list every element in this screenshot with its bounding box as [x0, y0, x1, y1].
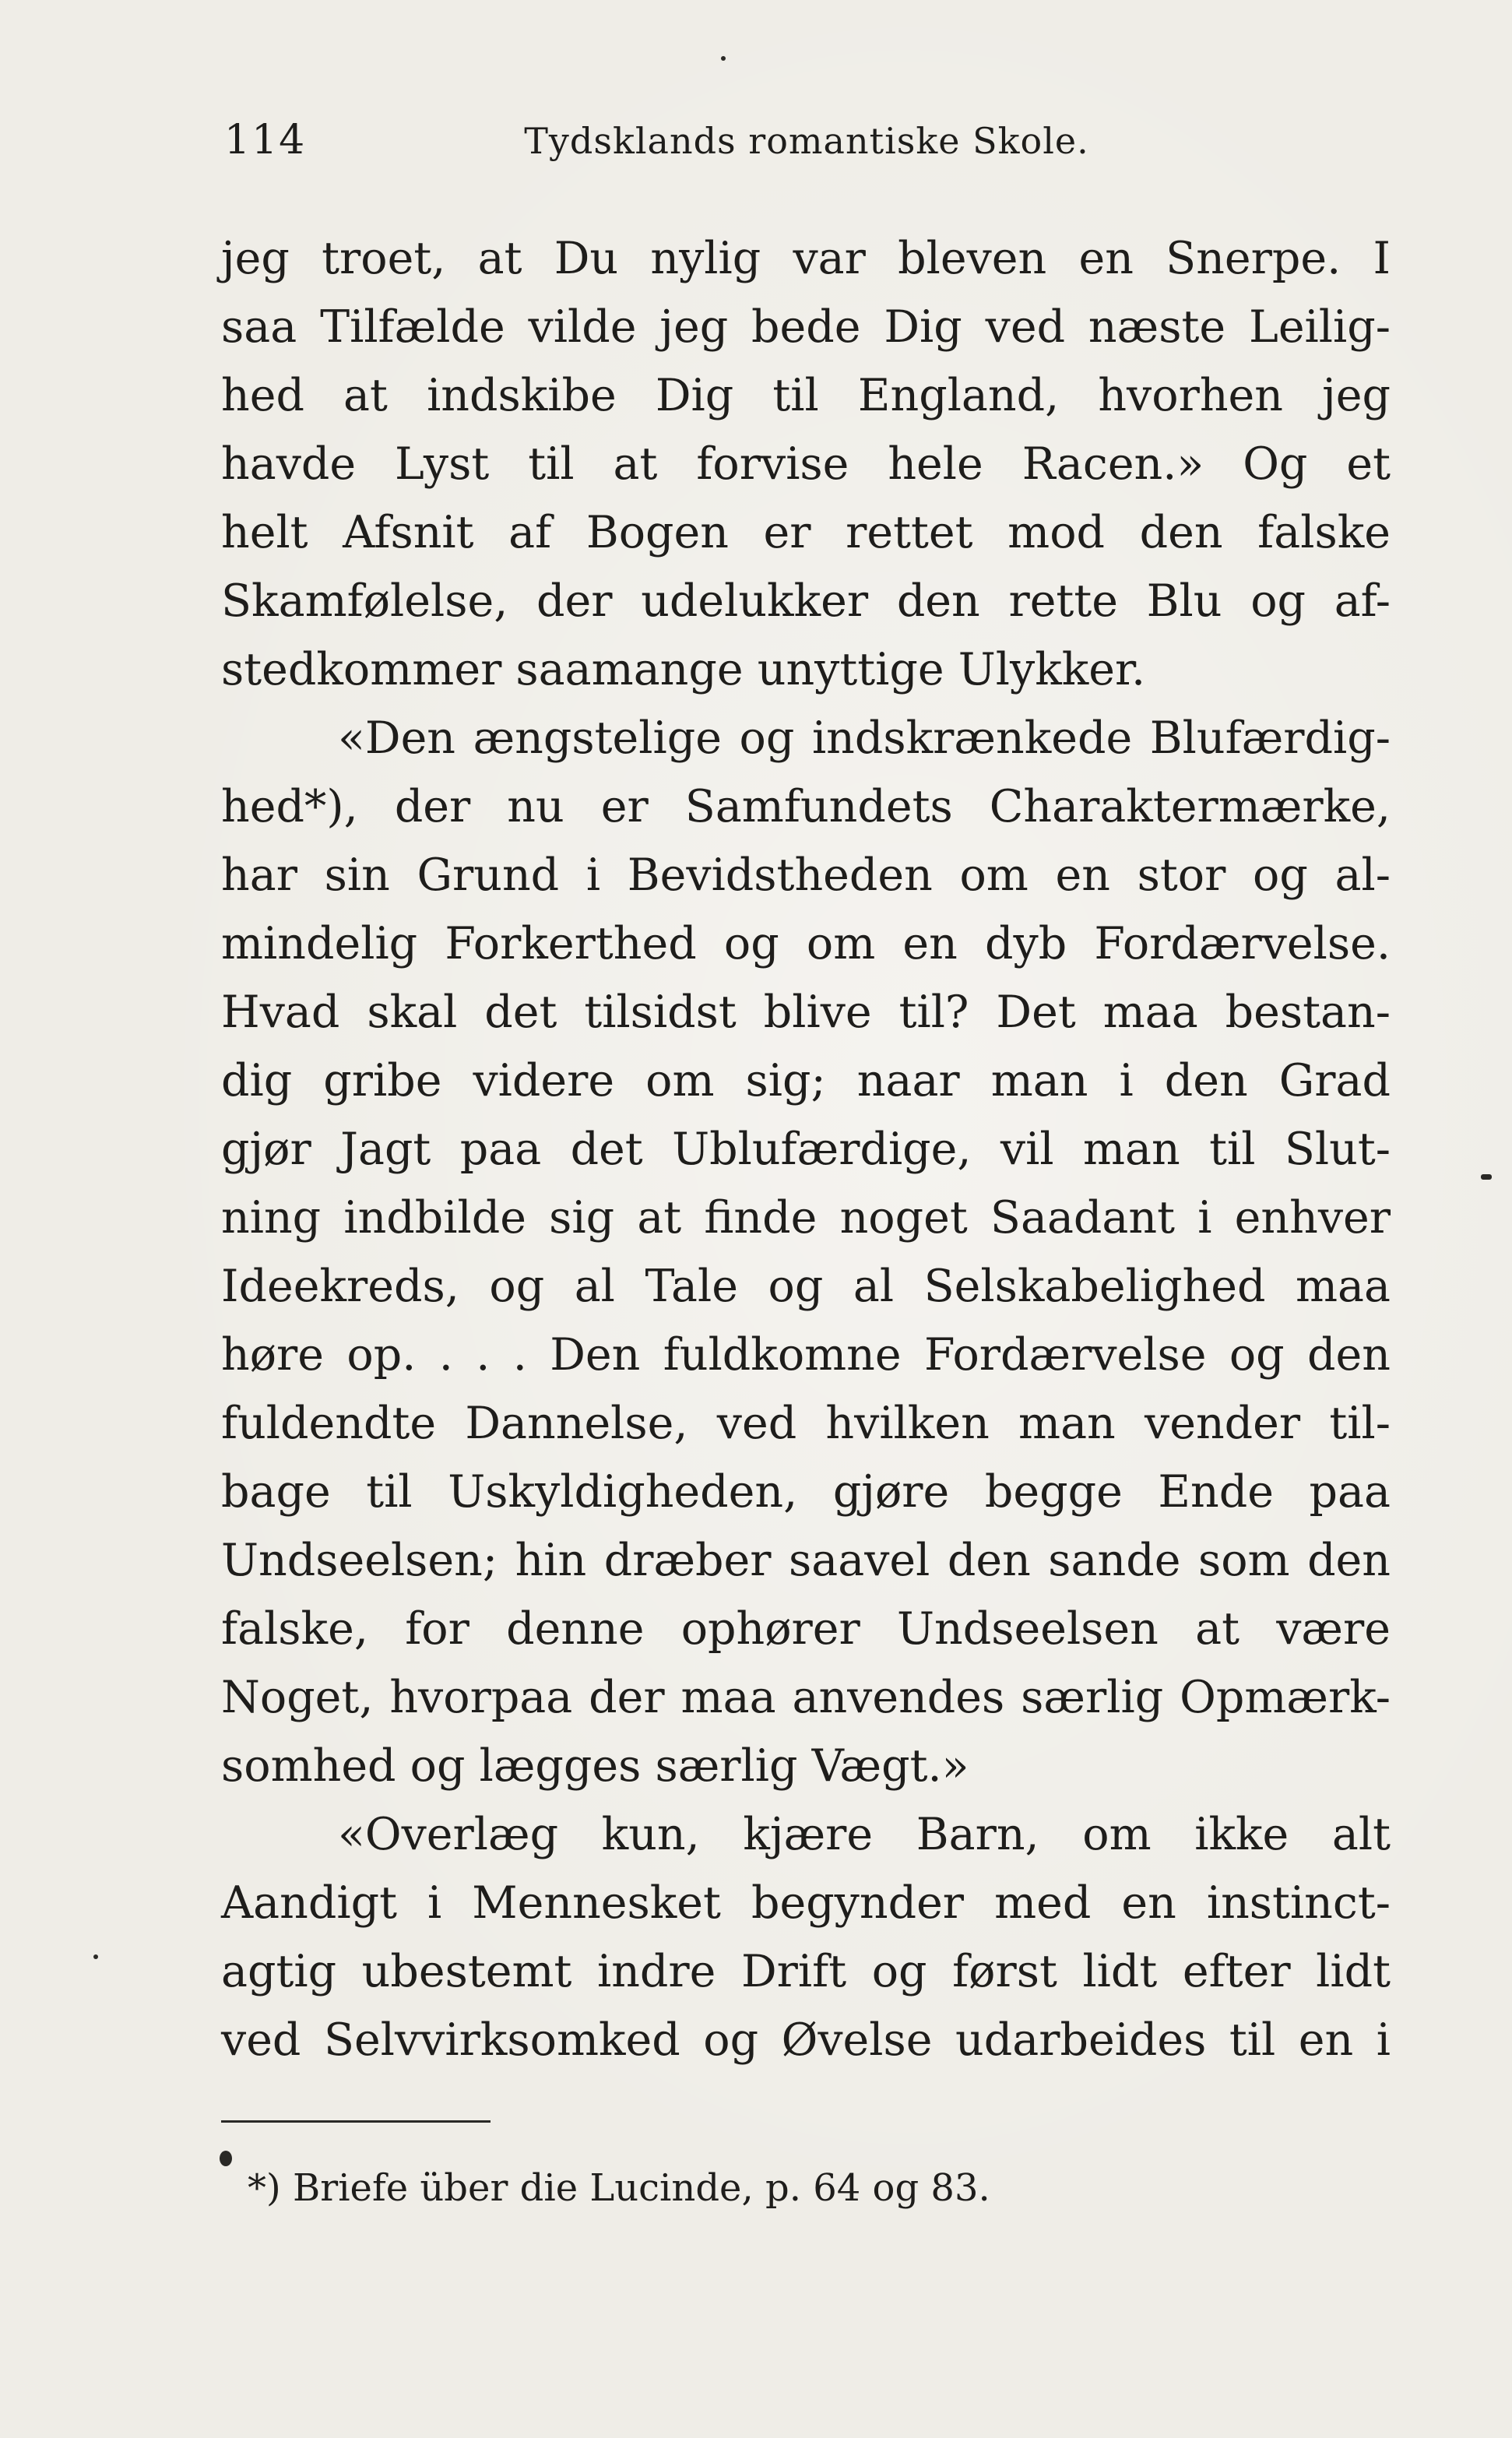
text-line: stedkommer saamange unyttige Ulykker. — [221, 644, 1146, 695]
text-line: saa Tilfælde vilde jeg bede Dig ved næste Leilig- — [221, 301, 1391, 353]
text-line: Undseelsen; hin dræber saavel den sande som den — [221, 1535, 1391, 1586]
text-line: havde Lyst til at forvise hele Racen.» Og et — [221, 438, 1391, 490]
running-title: Tydsklands romantiske Skole. — [524, 120, 1089, 162]
text-line: har sin Grund i Bevidstheden om en stor og al- — [221, 850, 1391, 901]
text-line: fuldendte Dannelse, ved hvilken man vender til- — [221, 1398, 1391, 1449]
text-line: dig gribe videre om sig; naar man i den Grad — [221, 1055, 1391, 1106]
ink-speck — [220, 2151, 232, 2166]
text-line: Noget, hvorpaa der maa anvendes særlig Opmærk- — [221, 1672, 1391, 1723]
text-line: mindelig Forkerthed og om en dyb Fordærvelse. — [221, 918, 1391, 969]
text-line: Skamfølelse, der udelukker den rette Blu og af- — [221, 575, 1391, 627]
text-line: «Overlæg kun, kjære Barn, om ikke alt — [338, 1809, 1391, 1860]
text-line: Ideekreds, og al Tale og al Selskabelighed maa — [221, 1261, 1391, 1312]
text-line: agtig ubestemt indre Drift og først lidt efter lidt — [221, 1946, 1391, 1997]
footnote-rule — [221, 2120, 491, 2123]
text-line: Aandigt i Mennesket begynder med en instinct- — [221, 1877, 1391, 1929]
text-line: hed at indskibe Dig til England, hvorhen jeg — [221, 370, 1391, 421]
text-line: jeg troet, at Du nylig var bleven en Snerpe. I — [221, 233, 1391, 284]
running-head — [224, 117, 1389, 171]
footnote: *) Briefe über die Lucinde, p. 64 og 83. — [248, 2166, 990, 2210]
ink-speck — [93, 1954, 98, 1959]
text-line: hed*), der nu er Samfundets Charaktermærke, — [221, 781, 1391, 832]
text-line: ning indbilde sig at finde noget Saadant i enhver — [221, 1192, 1391, 1244]
text-line: helt Afsnit af Bogen er rettet mod den falske — [221, 507, 1391, 558]
text-line: somhed og lægges særlig Vægt.» — [221, 1740, 969, 1792]
page-number: 114 — [224, 117, 307, 164]
text-line: «Den ængstelige og indskrænkede Blufærdig- — [338, 712, 1391, 764]
text-line: høre op. . . . Den fuldkomne Fordærvelse og den — [221, 1329, 1391, 1381]
text-line: falske, for denne ophører Undseelsen at være — [221, 1603, 1391, 1655]
ink-speck — [721, 56, 726, 61]
text-line: bage til Uskyldigheden, gjøre begge Ende paa — [221, 1466, 1391, 1518]
text-line: ved Selvvirksomked og Øvelse udarbeides til en i — [221, 2014, 1391, 2066]
body-text — [221, 224, 1391, 2074]
ink-speck — [1481, 1174, 1492, 1180]
text-line: Hvad skal det tilsidst blive til? Det maa bestan- — [221, 987, 1391, 1038]
text-line: gjør Jagt paa det Ublufærdige, vil man til Slut- — [221, 1124, 1391, 1175]
